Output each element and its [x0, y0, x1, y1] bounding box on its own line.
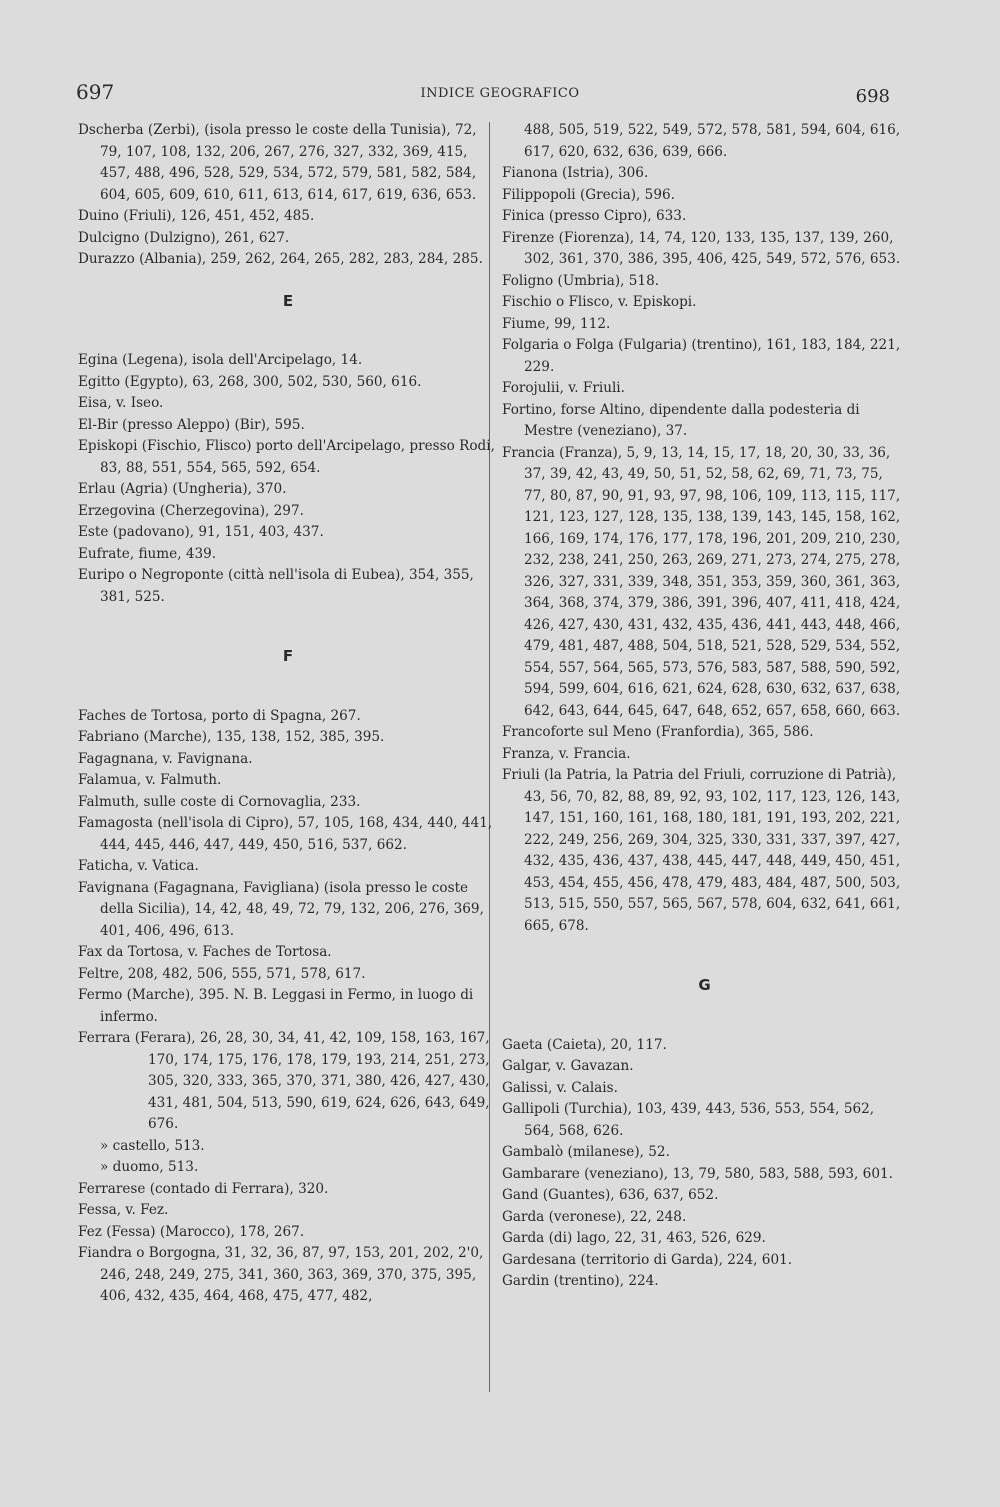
index-entry: Fabriano (Marche), 135, 138, 152, 385, 395.: [78, 729, 385, 745]
index-entry: Eisa, v. Iseo.: [78, 395, 164, 411]
index-entry: Egina (Legena), isola dell'Arcipelago, 14.: [78, 352, 363, 368]
index-entry: Gallipoli (Turchia), 103, 439, 443, 536, 553, 554, 562, 564, 568, 626.: [502, 1101, 875, 1139]
index-entry-continuation: 488, 505, 519, 522, 549, 572, 578, 581, 594, 604, 616, 617, 620, 632, 636, 639, 666.: [524, 122, 901, 160]
index-entry: Euripo o Negroponte (città nell'isola di Eubea), 354, 355, 381, 525.: [78, 567, 474, 605]
index-entry: Feltre, 208, 482, 506, 555, 571, 578, 617.: [78, 965, 366, 982]
index-entry: Fiandra o Borgogna, 31, 32, 36, 87, 97, 153, 201, 202, 2'0, 246, 248, 249, 275, 341, 360, 363, 369, 370, 375, 395, 406, 432, 435, 464, 468, 475, 477, 482,: [78, 1245, 484, 1304]
index-entry: Fischio o Flisco, v. Episkopi.: [502, 294, 697, 310]
index-entry: El-Bir (presso Aleppo) (Bir), 595.: [78, 416, 305, 433]
index-entry: Gambalò (milanese), 52.: [502, 1144, 670, 1160]
index-subentry: » duomo, 513.: [100, 1159, 199, 1175]
index-entry: Garda (veronese), 22, 248.: [502, 1208, 687, 1225]
section-letter-g: G: [698, 976, 711, 994]
index-entry: Forojulii, v. Friuli.: [502, 380, 625, 396]
index-entry: Galgar, v. Gavazan.: [502, 1058, 634, 1074]
index-entry: Famagosta (nell'isola di Cipro), 57, 105, 168, 434, 440, 441, 444, 445, 446, 447, 449, 450, 516, 537, 662.: [78, 815, 493, 853]
index-entry: Fortino, forse Altino, dipendente dalla podesteria di Mestre (veneziano), 37.: [502, 401, 860, 439]
index-entry: Favignana (Fagagnana, Favigliana) (isola presso le coste della Sicilia), 14, 42, 48, 49, 72, 79, 132, 206, 276, 369, 401, 406, 496, 613.: [78, 879, 484, 939]
index-entry: Firenze (Fiorenza), 14, 74, 120, 133, 135, 137, 139, 260, 302, 361, 370, 386, 395, 406, 425, 549, 572, 576, 653.: [502, 229, 901, 267]
index-entry: Filippopoli (Grecia), 596.: [502, 186, 675, 203]
index-entry: Gardesana (territorio di Garda), 224, 601.: [502, 1251, 793, 1268]
section-letter-f: F: [282, 647, 294, 665]
index-entry: Gambarare (veneziano), 13, 79, 580, 583, 588, 593, 601.: [502, 1165, 893, 1182]
index-entry: Garda (di) lago, 22, 31, 463, 526, 629.: [502, 1230, 766, 1246]
index-entry: Erlau (Agria) (Ungheria), 370.: [78, 481, 287, 497]
section-letter-e: E: [282, 291, 294, 310]
index-entry: Falmuth, sulle coste di Cornovaglia, 233.: [78, 793, 361, 810]
index-entry: Gand (Guantes), 636, 637, 652.: [502, 1187, 719, 1203]
right-column: [502, 120, 907, 1293]
index-subentry: » castello, 513.: [100, 1137, 205, 1154]
index-entry: Fessa, v. Fez.: [78, 1202, 169, 1218]
index-entry: Faticha, v. Vatica.: [78, 858, 199, 874]
index-entry: Friuli (la Patria, la Patria del Friuli, corruzione di Patrià), 43, 56, 70, 82, 88, 89, 92, 93, 102, 117, 123, 126, 143, 147, 151, 160, 161, 168, 180, 181, 191, 193, 202, 221, 222, 249, 256, 269, 304, 325, 330, 331, 337, 397, 427, 432, 435, 436, 437, 438, 445, 447, 448, 449, 450, 451, 453, 454, 455, 456, 478, 479, 483, 484, 487, 500, 503, 513, 515, 550, 557, 565, 567, 578, 604, 632, 641, 661, 665, 678.: [502, 767, 901, 934]
left-column: [78, 120, 498, 1308]
index-entry: Egitto (Egypto), 63, 268, 300, 502, 530, 560, 616.: [78, 373, 422, 390]
index-entry: Gardin (trentino), 224.: [502, 1273, 659, 1289]
index-entry: Ferrara (Ferara), 26, 28, 30, 34, 41, 42, 109, 158, 163, 167, 170, 174, 175, 176, 178, 179, 193, 214, 251, 273, 305, 320, 333, 365, 370, 371, 380, 426, 427, 430, 431, 481, 504, 513, 590, 619, 624, 626, 643, 649, 676.: [78, 1030, 490, 1132]
index-entry: Dscherba (Zerbi), (isola presso le coste della Tunisia), 72, 79, 107, 108, 132, 206, 267, 276, 327, 332, 369, 415, 457, 488, 496, 528, 529, 534, 572, 579, 581, 582, 584, 604, 605, 609, 610, 611, 613, 614, 617, 619, 636, 653.: [78, 122, 477, 203]
index-entry: Faches de Tortosa, porto di Spagna, 267.: [78, 707, 361, 724]
index-entry: Fax da Tortosa, v. Faches de Tortosa.: [78, 944, 332, 960]
index-entry: Fianona (Istria), 306.: [502, 165, 649, 181]
index-entry: Gaeta (Caieta), 20, 117.: [502, 1036, 667, 1053]
index-entry: Erzegovina (Cherzegovina), 297.: [78, 502, 304, 519]
page-number-right: 698: [855, 86, 890, 107]
index-entry: Durazzo (Albania), 259, 262, 264, 265, 282, 283, 284, 285.: [78, 251, 483, 267]
index-entry: Falamua, v. Falmuth.: [78, 772, 222, 788]
index-entry: Fez (Fessa) (Marocco), 178, 267.: [78, 1223, 305, 1240]
index-entry: Fagagnana, v. Favignana.: [78, 750, 253, 767]
index-entry: Ferrarese (contado di Ferrara), 320.: [78, 1180, 329, 1197]
index-entry: Finica (presso Cipro), 633.: [502, 208, 687, 224]
index-entry: Este (padovano), 91, 151, 403, 437.: [78, 524, 324, 540]
index-entry: Franza, v. Francia.: [502, 745, 631, 762]
index-entry: Fiume, 99, 112.: [502, 315, 611, 332]
index-entry: Galissi, v. Calais.: [502, 1079, 618, 1096]
index-entry: Francia (Franza), 5, 9, 13, 14, 15, 17, 18, 20, 30, 33, 36, 37, 39, 42, 43, 49, 50, 51, 52, 58, 62, 69, 71, 73, 75, 77, 80, 87, 90, 91, 93, 97, 98, 106, 109, 113, 115, 117, 121, 123, 127, 128, 135, 138, 139, 143, 145, 158, 162, 166, 169, 174, 176, 177, 178, 196, 201, 209, 210, 230, 232, 238, 241, 250, 263, 269, 271, 273, 274, 275, 278, 326, 327, 331, 339, 348, 351, 353, 359, 360, 361, 363, 364, 368, 374, 379, 386, 391, 396, 407, 411, 418, 424, 426, 427, 430, 431, 432, 435, 436, 441, 443, 448, 466, 479, 481, 487, 488, 504, 518, 521, 528, 529, 534, 552, 554, 557, 564, 565, 573, 576, 583, 587, 588, 590, 592, 594, 599, 604, 616, 621, 624, 628, 630, 632, 637, 638, 642, 643, 644, 645, 647, 648, 652, 657, 658, 660, 663.: [502, 444, 901, 719]
index-entry: Foligno (Umbria), 518.: [502, 272, 660, 289]
index-entry: Episkopi (Fischio, Flisco) porto dell'Arcipelago, presso Rodi, 83, 88, 551, 554, 565, 592, 654.: [78, 438, 495, 476]
index-entry: Folgaria o Folga (Fulgaria) (trentino), 161, 183, 184, 221, 229.: [502, 337, 901, 375]
running-title: INDICE GEOGRAFICO: [420, 86, 580, 101]
index-entry: Eufrate, fiume, 439.: [78, 545, 217, 562]
index-entry: Francoforte sul Meno (Franfordia), 365, 586.: [502, 724, 814, 740]
index-entry: Fermo (Marche), 395. N. B. Leggasi in Fermo, in luogo di infermo.: [78, 987, 474, 1025]
index-entry: Dulcigno (Dulzigno), 261, 627.: [78, 229, 290, 246]
page-number-left: 697: [76, 80, 115, 104]
index-entry: Duino (Friuli), 126, 451, 452, 485.: [78, 208, 315, 224]
